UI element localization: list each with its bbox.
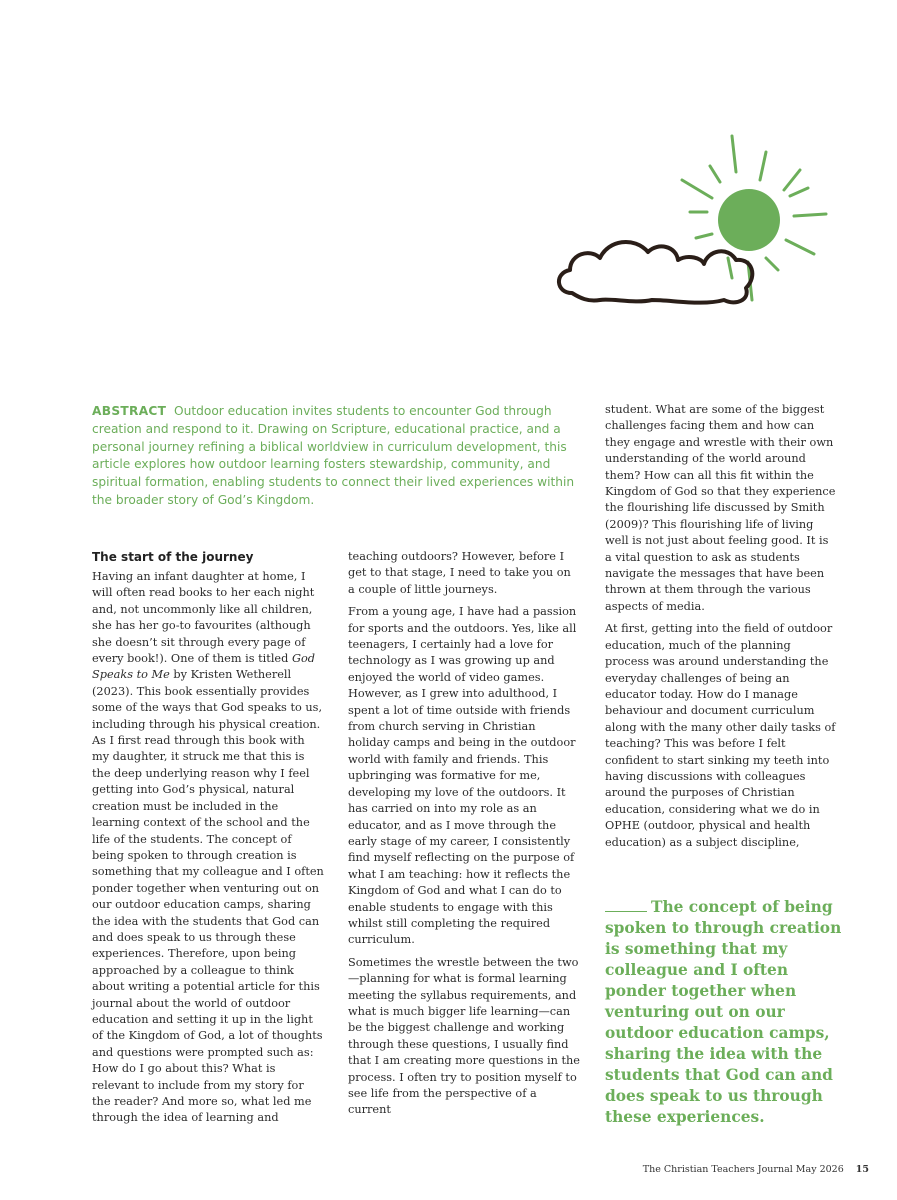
paragraph: Sometimes the wrestle between the two—planning for what is formal learning meeting the syllabus requirements, and what is much bigger life learning—can be the biggest challenge and working through these questions, I usually find that I am creating more questions in the process. I often try to position myself to see life from the perspective of a current	[348, 955, 580, 1117]
paragraph: From a young age, I have had a passion for sports and the outdoors. Yes, like all teenagers, I certainly had a love for technology as I was growing up and enjoyed the world of video games. However, as I grew into adulthood, I spent a lot of time outside with friends from church serving in Christian holiday camps and being in the outdoor world with family and friends. This upbringing was formative for me, developing my love of the outdoors. It has carried on into my role as an educator, and as I move through the early stage of my career, I consistently find myself reflecting on the purpose of what I am teaching: how it reflects the Kingdom of God and what I can do to enable students to engage with this whilst still completing the required curriculum.	[348, 605, 577, 947]
paragraph: teaching outdoors? However, before I get to that stage, I need to take you on a couple of little journeys.	[348, 550, 571, 596]
book-title: God Speaks to Me	[92, 652, 316, 682]
abstract-label: ABSTRACT	[92, 404, 167, 418]
abstract	[92, 403, 582, 510]
article-column-2	[348, 549, 580, 1125]
page-footer	[643, 1164, 869, 1175]
article-column-3	[605, 402, 837, 857]
page-number: 15	[855, 1164, 869, 1175]
pull-quote-rule	[605, 911, 647, 912]
paragraph: At first, getting into the field of outdoor education, much of the planning process was around understanding the everyday challenges of being an educator today. How do I manage behaviour and document curriculum along with the many other daily tasks of teaching? This was before I felt confident to start sinking my teeth into having discussions with colleagues around the purposes of Christian education, considering what we do in OPHE (outdoor, physical and health education) as a subject discipline,	[605, 622, 836, 849]
sun-and-cloud-illustration	[552, 130, 832, 310]
article-column-1	[92, 549, 324, 1133]
abstract-text: Outdoor education invites students to encounter God through creation and respond to it. Drawing on Scripture, educational practice, and a personal journey refining a biblical worldview in curriculum development, this article explores how outdoor learning fosters stewardship, community, and spiritual formation, enabling students to connect their lived experiences within the broader story of God’s Kingdom.	[92, 404, 575, 507]
pull-quote	[605, 897, 845, 1128]
journal-name: The Christian Teachers Journal May 2026	[642, 1164, 844, 1175]
paragraph-text: by Kristen Wetherell (2023). This book essentially provides some of the ways that God speaks to us, including through his physical creation. As I first read through this book with my daughter, it struck me that this is the deep underlying reason why I feel getting into God’s physical, natural creation must be included in the learning context of the school and the life of the students. The concept of being spoken to through creation is something that my colleague and I often ponder together when venturing out on our outdoor education camps, sharing the idea with the students that God can and does speak to us through these experiences. Therefore, upon being approached by a colleague to think about writing a potential article for this journal about the world of outdoor education and setting it up in the light of the Kingdom of God, a lot of thoughts and questions were prompted such as: How do I go about this? What is relevant to include from my story for the reader? And more so, what led me through the idea of learning and	[92, 668, 324, 1125]
section-heading: The start of the journey	[92, 550, 254, 564]
paragraph	[92, 569, 324, 1127]
pull-quote-text: The concept of being spoken to through creation is something that my colleague and I often ponder together when venturing out on our outdoor education camps, sharing the idea with the students that God can and does speak to us through these experiences.	[605, 898, 842, 1126]
paragraph-text: Having an infant daughter at home, I will often read books to her each night and, not uncommonly like all children, she has her go-to favourites (although she doesn’t sit through every page of every book!). One of them is titled	[92, 570, 315, 666]
paragraph: student. What are some of the biggest challenges facing them and how can they engage and wrestle with their own understanding of the world around them? How can all this fit within the Kingdom of God so that they experience the flourishing life discussed by Smith (2009)? This flourishing life of living well is not just about feeling good. It is a vital question to ask as students navigate the messages that have been thrown at them through the various aspects of media.	[605, 403, 836, 613]
cloud-icon	[559, 242, 752, 303]
